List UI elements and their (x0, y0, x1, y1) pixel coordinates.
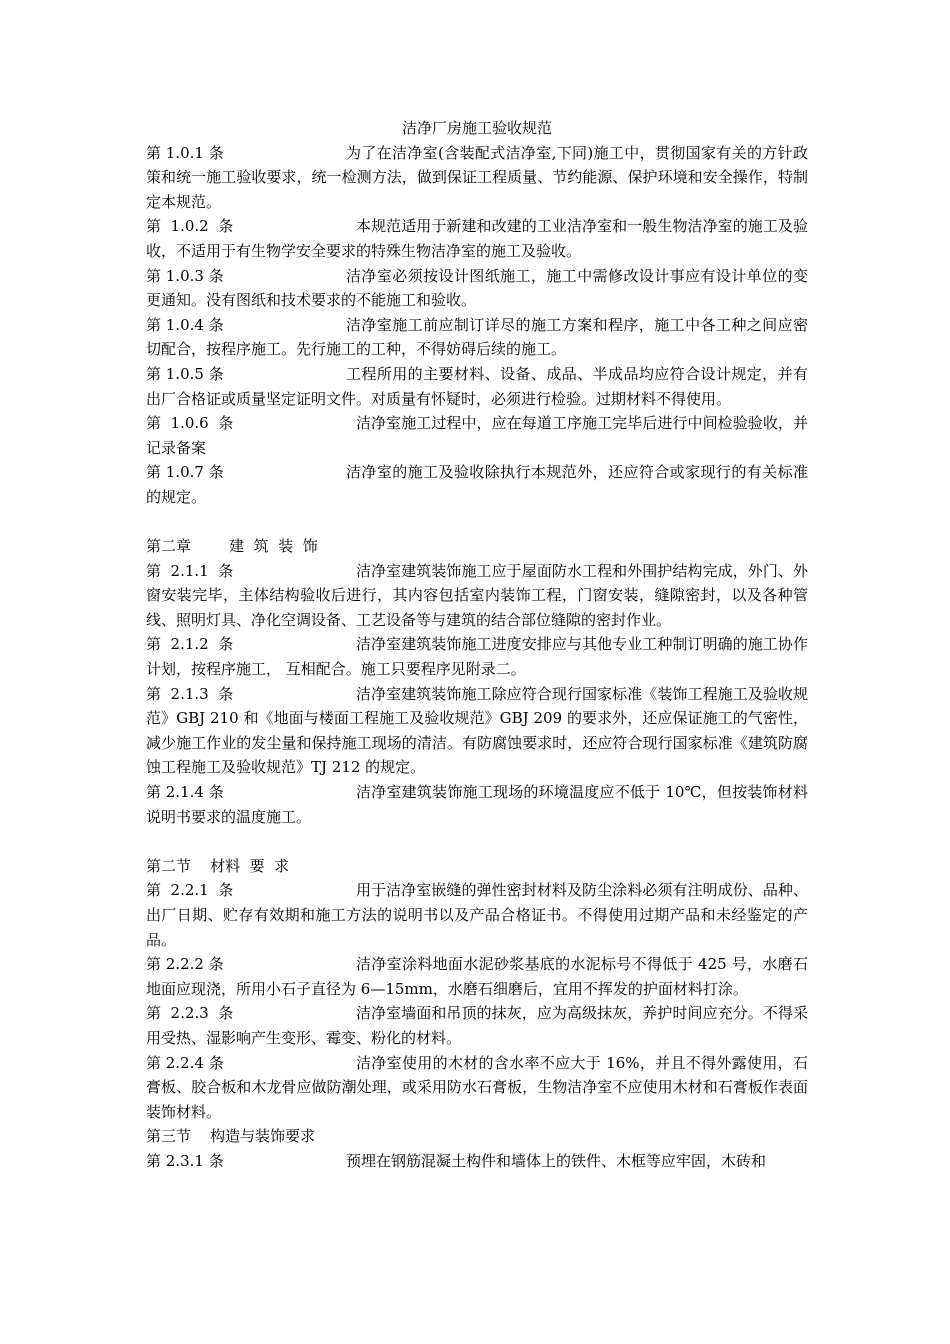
clause-number: 第 1.0.1 条 (146, 143, 224, 162)
clause-text: 洁净室建筑装饰施工现场的环境温度应不低于 10℃，但按装饰材料说明书要求的温度施工。 (146, 783, 808, 826)
clause-2-3-1 (146, 1149, 808, 1174)
clause-text: 工程所用的主要材料、设备、成品、半成品均应符合设计规定，并有出厂合格证或质量坚定证明文件。对质量有怀疑时，必须进行检验。过期材料不得使用。 (146, 364, 808, 408)
clause-number: 第 2.1.2 条 (146, 635, 234, 654)
clause-2-1-3 (146, 682, 808, 780)
clause-text: 本规范适用于新建和改建的工业洁净室和一般生物洁净室的施工及验收，不适用于有生物学安全要求的特殊生物洁净室的施工及验收。 (146, 217, 808, 260)
clause-text: 为了在洁净室(含装配式洁净室,下同)施工中，贯彻国家有关的方针政策和统一施工验收要求，统一检测方法，做到保证工程质量、节约能源、保护环境和安全操作，特制定本规范。 (146, 143, 808, 211)
clause-text: 洁净室建筑装饰施工进度安排应与其他专业工种制订明确的施工协作计划，按程序施工， 互相配合。施工只要程序见附录二。 (146, 635, 808, 679)
clause-1-0-6 (146, 411, 808, 460)
clause-number: 第 2.1.4 条 (146, 783, 224, 802)
clause-number: 第 2.1.3 条 (146, 684, 234, 703)
clause-1-0-5 (146, 362, 808, 411)
clause-text: 洁净室建筑装饰施工除应符合现行国家标准《装饰工程施工及验收规范》GBJ 210 和《地面与楼面工程施工及验收规范》GBJ 209 的要求外，还应保证施工的气密性，减少施工作业的发尘量和保持施工现场的清洁。有防腐蚀要求时，还应符合现行国家标准《建筑防腐蚀工程施工及验收规范》TJ 212 的规定。 (146, 684, 808, 777)
clause-text: 洁净室施工过程中，应在每道工序施工完毕后进行中间检验验收，并记录备案 (146, 414, 808, 457)
chapter-2-heading: 第二章 建 筑 装 饰 (146, 537, 318, 556)
clause-text: 洁净室的施工及验收除执行本规范外，还应符合或家现行的有关标准的规定。 (146, 463, 808, 506)
clause-text: 预埋在钢筋混凝土构件和墙体上的铁件、木框等应牢固，木砖和 (346, 1151, 767, 1170)
clause-1-0-1 (146, 141, 808, 215)
section-2-heading: 第二节 材料 要 求 (146, 856, 290, 875)
document-page (146, 116, 808, 1174)
clause-number: 第 2.1.1 条 (146, 561, 234, 580)
section-3-heading: 第三节 构造与装饰要求 (146, 1127, 316, 1146)
clause-number: 第 1.0.7 条 (146, 463, 224, 482)
clause-text: 洁净室必须按设计图纸施工，施工中需修改设计事应有设计单位的变更通知。没有图纸和技术要求的不能施工和验收。 (146, 266, 808, 310)
clause-text: 洁净室墙面和吊顶的抹灰，应为高级抹灰，养护时间应充分。不得采用受热、湿影响产生变形、霉变、粉化的材料。 (146, 1004, 808, 1047)
chapter-2 (146, 559, 808, 830)
clause-number: 第 2.2.1 条 (146, 881, 234, 900)
clause-2-2-3 (146, 1001, 808, 1050)
clause-number: 第 2.2.2 条 (146, 955, 224, 974)
clause-text: 洁净室涂料地面水泥砂浆基底的水泥标号不得低于 425 号，水磨石地面应现浇，所用小石子直径为 6—15mm，水磨石细磨后，宜用不挥发的护面材料打涂。 (146, 955, 808, 998)
clause-text: 洁净室施工前应制订详尽的施工方案和程序，施工中各工种之间应密切配合，按程序施工。先行施工的工种，不得妨碍后续的施工。 (146, 315, 808, 359)
clause-1-0-2 (146, 214, 808, 263)
spacer (146, 510, 808, 535)
clause-number: 第 2.3.1 条 (146, 1151, 224, 1170)
clause-2-1-2 (146, 632, 808, 681)
clause-number: 第 2.2.3 条 (146, 1004, 234, 1023)
clause-2-2-1 (146, 878, 808, 952)
clause-2-1-1 (146, 559, 808, 633)
chapter-1 (146, 141, 808, 510)
clause-number: 第 1.0.3 条 (146, 266, 224, 285)
clause-1-0-4 (146, 313, 808, 362)
clause-2-2-2 (146, 952, 808, 1001)
clause-text: 用于洁净室嵌缝的弹性密封材料及防尘涂料必须有注明成份、品种、出厂日期、贮存有效期和施工方法的说明书以及产品合格证书。不得使用过期产品和未经鉴定的产品。 (146, 881, 808, 949)
section-2 (146, 878, 808, 1124)
clause-1-0-3 (146, 264, 808, 313)
clause-number: 第 1.0.6 条 (146, 414, 234, 433)
clause-number: 第 1.0.2 条 (146, 217, 234, 236)
clause-2-1-4 (146, 780, 808, 829)
section-3 (146, 1149, 808, 1174)
clause-1-0-7 (146, 460, 808, 509)
clause-number: 第 2.2.4 条 (146, 1053, 224, 1072)
spacer (146, 829, 808, 854)
clause-2-2-4 (146, 1051, 808, 1125)
clause-number: 第 1.0.4 条 (146, 315, 224, 334)
document-title: 洁净厂房施工验收规范 (401, 119, 552, 137)
clause-text: 洁净室使用的木材的含水率不应大于 16%，并且不得外露使用，石膏板、胶合板和木龙骨应做防潮处理，或采用防水石膏板，生物洁净室不应使用木材和石膏板作表面装饰材料。 (146, 1053, 808, 1121)
clause-number: 第 1.0.5 条 (146, 364, 224, 383)
clause-text: 洁净室建筑装饰施工应于屋面防水工程和外围护结构完成，外门、外窗安装完毕，主体结构验收后进行，其内容包括室内装饰工程，门窗安装，缝隙密封，以及各种管线、照明灯具、净化空调设备、工艺设备等与建筑的结合部位缝隙的密封作业。 (146, 561, 808, 629)
